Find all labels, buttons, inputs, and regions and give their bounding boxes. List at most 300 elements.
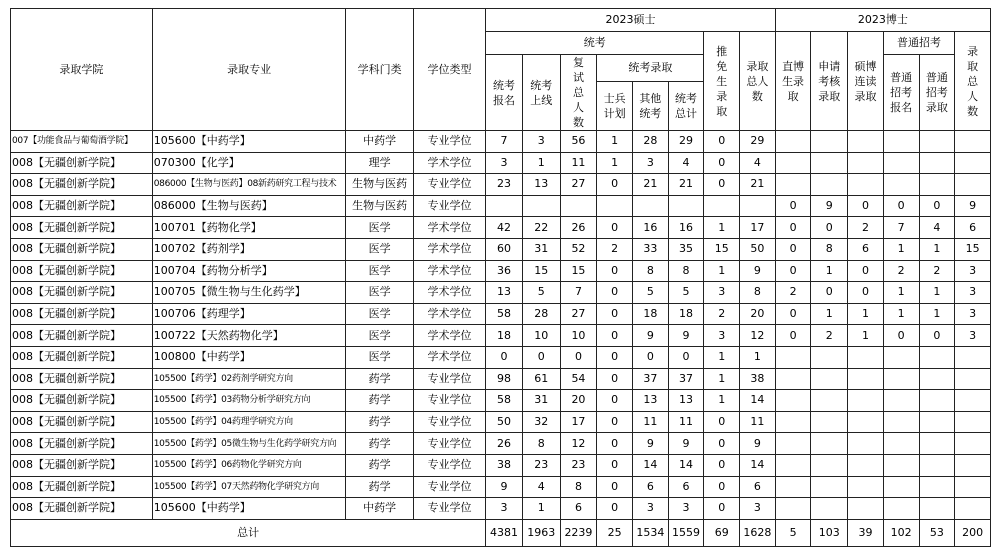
major-cell: 105500【药学】03药物分析学研究方向	[152, 390, 346, 412]
header-apply-review: 申请考核录取	[811, 32, 848, 131]
degree-type-cell: 专业学位	[413, 454, 485, 476]
value-cell	[955, 174, 991, 196]
discipline-cell: 医学	[346, 260, 413, 282]
value-cell: 0	[668, 346, 704, 368]
value-cell: 38	[740, 368, 776, 390]
value-cell	[775, 346, 811, 368]
value-cell: 37	[668, 368, 704, 390]
header-general-apply: 普通招考报名	[883, 55, 919, 131]
value-cell: 1	[848, 303, 884, 325]
table-body	[11, 131, 991, 520]
major-cell: 100704【药物分析学】	[152, 260, 346, 282]
value-cell	[811, 476, 848, 498]
table-row	[11, 390, 991, 412]
college-cell: 008【无疆创新学院】	[11, 282, 153, 304]
table-row	[11, 498, 991, 520]
value-cell: 0	[597, 368, 633, 390]
value-cell	[775, 131, 811, 153]
college-cell: 008【无疆创新学院】	[11, 217, 153, 239]
value-cell: 1	[597, 131, 633, 153]
header-college: 录取学院	[11, 9, 153, 131]
value-cell: 31	[522, 390, 560, 412]
value-cell	[883, 152, 919, 174]
value-cell: 2	[704, 303, 740, 325]
value-cell: 1	[704, 368, 740, 390]
header-master-total: 录取总人数	[740, 32, 776, 131]
table-row	[11, 346, 991, 368]
value-cell: 0	[811, 217, 848, 239]
value-cell: 1	[883, 303, 919, 325]
value-cell: 23	[522, 454, 560, 476]
value-cell	[883, 411, 919, 433]
value-cell: 4	[522, 476, 560, 498]
discipline-cell: 医学	[346, 303, 413, 325]
value-cell: 0	[597, 346, 633, 368]
value-cell: 6	[955, 217, 991, 239]
value-cell: 1	[811, 303, 848, 325]
header-direct-phd: 直博生录取	[775, 32, 811, 131]
value-cell	[597, 195, 633, 217]
degree-type-cell: 学术学位	[413, 346, 485, 368]
major-cell: 100706【药理学】	[152, 303, 346, 325]
table-footer	[11, 519, 991, 546]
value-cell	[775, 368, 811, 390]
value-cell	[919, 390, 955, 412]
value-cell	[955, 498, 991, 520]
value-cell	[848, 131, 884, 153]
college-cell: 008【无疆创新学院】	[11, 498, 153, 520]
value-cell: 2	[883, 260, 919, 282]
value-cell: 0	[848, 282, 884, 304]
degree-type-cell: 专业学位	[413, 368, 485, 390]
degree-type-cell: 专业学位	[413, 195, 485, 217]
degree-type-cell: 学术学位	[413, 325, 485, 347]
value-cell: 0	[919, 325, 955, 347]
value-cell: 28	[522, 303, 560, 325]
value-cell	[775, 476, 811, 498]
value-cell: 50	[740, 238, 776, 260]
value-cell	[811, 454, 848, 476]
value-cell: 28	[632, 131, 668, 153]
table-row	[11, 195, 991, 217]
value-cell: 0	[486, 346, 523, 368]
college-cell: 008【无疆创新学院】	[11, 411, 153, 433]
value-cell: 0	[704, 454, 740, 476]
value-cell: 9	[632, 433, 668, 455]
degree-type-cell: 专业学位	[413, 411, 485, 433]
value-cell: 60	[486, 238, 523, 260]
value-cell: 16	[632, 217, 668, 239]
major-cell: 105500【药学】06药物化学研究方向	[152, 454, 346, 476]
value-cell: 9	[811, 195, 848, 217]
value-cell	[955, 433, 991, 455]
value-cell: 3	[486, 152, 523, 174]
value-cell: 1	[919, 238, 955, 260]
value-cell: 0	[811, 282, 848, 304]
value-cell: 1	[522, 152, 560, 174]
value-cell: 14	[740, 390, 776, 412]
table-row	[11, 217, 991, 239]
college-cell: 008【无疆创新学院】	[11, 174, 153, 196]
value-cell: 0	[775, 217, 811, 239]
value-cell	[811, 390, 848, 412]
value-cell: 13	[632, 390, 668, 412]
value-cell: 15	[955, 238, 991, 260]
value-cell: 2	[919, 260, 955, 282]
value-cell: 3	[632, 498, 668, 520]
value-cell: 23	[560, 454, 597, 476]
value-cell	[560, 195, 597, 217]
value-cell: 0	[597, 390, 633, 412]
value-cell: 50	[486, 411, 523, 433]
value-cell: 23	[486, 174, 523, 196]
value-cell: 0	[704, 433, 740, 455]
value-cell: 14	[632, 454, 668, 476]
college-cell: 008【无疆创新学院】	[11, 260, 153, 282]
header-other-exam: 其他统考	[632, 82, 668, 131]
value-cell: 38	[486, 454, 523, 476]
discipline-cell: 药学	[346, 433, 413, 455]
value-cell: 0	[848, 195, 884, 217]
value-cell	[919, 368, 955, 390]
value-cell: 17	[560, 411, 597, 433]
value-cell: 27	[560, 303, 597, 325]
total-cell: 69	[704, 519, 740, 546]
value-cell: 9	[740, 260, 776, 282]
value-cell: 0	[704, 476, 740, 498]
value-cell	[848, 346, 884, 368]
total-row	[11, 519, 991, 546]
value-cell: 20	[740, 303, 776, 325]
value-cell	[811, 368, 848, 390]
value-cell: 56	[560, 131, 597, 153]
value-cell: 0	[775, 195, 811, 217]
value-cell: 1	[522, 498, 560, 520]
value-cell: 0	[883, 195, 919, 217]
value-cell: 11	[668, 411, 704, 433]
value-cell: 9	[632, 325, 668, 347]
college-cell: 008【无疆创新学院】	[11, 346, 153, 368]
value-cell: 0	[704, 411, 740, 433]
degree-type-cell: 专业学位	[413, 433, 485, 455]
value-cell: 27	[560, 174, 597, 196]
total-cell: 39	[848, 519, 884, 546]
table-row	[11, 368, 991, 390]
header-exam-total: 统考总计	[668, 82, 704, 131]
value-cell: 8	[632, 260, 668, 282]
college-cell: 008【无疆创新学院】	[11, 325, 153, 347]
total-cell: 5	[775, 519, 811, 546]
degree-type-cell: 学术学位	[413, 238, 485, 260]
discipline-cell: 药学	[346, 390, 413, 412]
value-cell: 3	[486, 498, 523, 520]
value-cell	[704, 195, 740, 217]
value-cell: 6	[740, 476, 776, 498]
total-cell: 25	[597, 519, 633, 546]
total-cell: 200	[955, 519, 991, 546]
value-cell	[811, 131, 848, 153]
value-cell: 8	[740, 282, 776, 304]
value-cell: 3	[955, 282, 991, 304]
value-cell: 1	[704, 260, 740, 282]
college-cell: 008【无疆创新学院】	[11, 368, 153, 390]
value-cell: 0	[775, 238, 811, 260]
value-cell: 52	[560, 238, 597, 260]
degree-type-cell: 学术学位	[413, 303, 485, 325]
value-cell: 3	[955, 325, 991, 347]
value-cell	[775, 498, 811, 520]
header-exam-admit: 统考录取	[597, 55, 704, 82]
major-cell: 100702【药剂学】	[152, 238, 346, 260]
value-cell: 1	[883, 238, 919, 260]
value-cell: 1	[704, 390, 740, 412]
header-discipline: 学科门类	[346, 9, 413, 131]
header-exam-pass: 统考上线	[522, 55, 560, 131]
major-cell: 086000【生物与医药】	[152, 195, 346, 217]
value-cell: 18	[486, 325, 523, 347]
value-cell	[848, 368, 884, 390]
header-doctor-2023: 2023博士	[775, 9, 990, 32]
value-cell: 0	[597, 217, 633, 239]
value-cell	[955, 476, 991, 498]
table-header	[11, 9, 991, 131]
value-cell: 29	[740, 131, 776, 153]
degree-type-cell: 专业学位	[413, 390, 485, 412]
value-cell: 98	[486, 368, 523, 390]
major-cell: 086000【生物与医药】08新药研究工程与技术	[152, 174, 346, 196]
discipline-cell: 药学	[346, 411, 413, 433]
header-major: 录取专业	[152, 9, 346, 131]
value-cell: 13	[522, 174, 560, 196]
value-cell	[775, 174, 811, 196]
value-cell	[811, 411, 848, 433]
value-cell	[486, 195, 523, 217]
value-cell: 11	[632, 411, 668, 433]
value-cell: 21	[668, 174, 704, 196]
value-cell: 7	[560, 282, 597, 304]
value-cell: 15	[704, 238, 740, 260]
value-cell: 1	[883, 282, 919, 304]
value-cell: 0	[597, 433, 633, 455]
discipline-cell: 医学	[346, 325, 413, 347]
value-cell: 58	[486, 390, 523, 412]
value-cell: 9	[955, 195, 991, 217]
value-cell	[848, 454, 884, 476]
major-cell: 105500【药学】07天然药物化学研究方向	[152, 476, 346, 498]
total-cell: 53	[919, 519, 955, 546]
value-cell: 35	[668, 238, 704, 260]
major-cell: 100722【天然药物化学】	[152, 325, 346, 347]
table-row	[11, 282, 991, 304]
value-cell	[955, 152, 991, 174]
degree-type-cell: 专业学位	[413, 174, 485, 196]
college-cell: 008【无疆创新学院】	[11, 303, 153, 325]
value-cell	[848, 411, 884, 433]
value-cell: 3	[704, 282, 740, 304]
value-cell: 61	[522, 368, 560, 390]
value-cell: 6	[848, 238, 884, 260]
admissions-table-container	[10, 8, 991, 547]
college-cell: 008【无疆创新学院】	[11, 238, 153, 260]
value-cell: 7	[486, 131, 523, 153]
value-cell: 4	[740, 152, 776, 174]
total-cell: 1534	[632, 519, 668, 546]
header-unified-exam: 统考	[486, 32, 704, 55]
value-cell: 3	[632, 152, 668, 174]
discipline-cell: 中药学	[346, 498, 413, 520]
discipline-cell: 中药学	[346, 131, 413, 153]
value-cell	[883, 476, 919, 498]
value-cell: 0	[919, 195, 955, 217]
discipline-cell: 药学	[346, 454, 413, 476]
value-cell: 0	[560, 346, 597, 368]
value-cell: 5	[632, 282, 668, 304]
major-cell: 100705【微生物与生化药学】	[152, 282, 346, 304]
value-cell	[919, 131, 955, 153]
value-cell: 10	[560, 325, 597, 347]
value-cell	[919, 152, 955, 174]
college-cell: 008【无疆创新学院】	[11, 454, 153, 476]
degree-type-cell: 专业学位	[413, 131, 485, 153]
college-cell: 007【功能食品与葡萄酒学院】	[11, 131, 153, 153]
value-cell: 0	[883, 325, 919, 347]
value-cell: 1	[740, 346, 776, 368]
value-cell	[811, 346, 848, 368]
value-cell: 15	[522, 260, 560, 282]
value-cell: 8	[811, 238, 848, 260]
value-cell	[632, 195, 668, 217]
value-cell: 31	[522, 238, 560, 260]
value-cell: 13	[668, 390, 704, 412]
value-cell: 15	[560, 260, 597, 282]
value-cell: 8	[560, 476, 597, 498]
value-cell: 26	[560, 217, 597, 239]
discipline-cell: 药学	[346, 368, 413, 390]
header-doctor-total: 录取总人数	[955, 32, 991, 131]
value-cell: 14	[740, 454, 776, 476]
major-cell: 100701【药物化学】	[152, 217, 346, 239]
value-cell: 12	[560, 433, 597, 455]
degree-type-cell: 学术学位	[413, 282, 485, 304]
value-cell	[955, 368, 991, 390]
value-cell	[775, 390, 811, 412]
value-cell: 9	[740, 433, 776, 455]
value-cell	[919, 476, 955, 498]
value-cell: 3	[668, 498, 704, 520]
table-row	[11, 303, 991, 325]
value-cell	[955, 131, 991, 153]
discipline-cell: 医学	[346, 217, 413, 239]
value-cell: 6	[632, 476, 668, 498]
value-cell	[775, 152, 811, 174]
value-cell	[919, 411, 955, 433]
value-cell	[775, 433, 811, 455]
value-cell: 13	[486, 282, 523, 304]
admissions-table	[10, 8, 991, 547]
college-cell: 008【无疆创新学院】	[11, 476, 153, 498]
value-cell: 54	[560, 368, 597, 390]
table-row	[11, 411, 991, 433]
value-cell: 0	[597, 411, 633, 433]
value-cell: 7	[883, 217, 919, 239]
table-row	[11, 131, 991, 153]
value-cell: 9	[486, 476, 523, 498]
value-cell: 32	[522, 411, 560, 433]
value-cell: 0	[597, 325, 633, 347]
value-cell: 3	[704, 325, 740, 347]
value-cell: 0	[597, 282, 633, 304]
value-cell	[848, 498, 884, 520]
value-cell	[883, 498, 919, 520]
value-cell: 0	[775, 303, 811, 325]
college-cell: 008【无疆创新学院】	[11, 152, 153, 174]
value-cell: 0	[704, 152, 740, 174]
value-cell: 0	[597, 476, 633, 498]
value-cell: 21	[740, 174, 776, 196]
degree-type-cell: 学术学位	[413, 152, 485, 174]
discipline-cell: 药学	[346, 476, 413, 498]
header-exam-apply: 统考报名	[486, 55, 523, 131]
value-cell: 4	[668, 152, 704, 174]
value-cell: 22	[522, 217, 560, 239]
value-cell: 18	[668, 303, 704, 325]
value-cell: 0	[597, 174, 633, 196]
value-cell: 14	[668, 454, 704, 476]
value-cell: 20	[560, 390, 597, 412]
value-cell	[919, 174, 955, 196]
discipline-cell: 医学	[346, 282, 413, 304]
header-general-exam: 普通招考	[883, 32, 954, 55]
table-row	[11, 454, 991, 476]
header-soldier-plan: 士兵计划	[597, 82, 633, 131]
value-cell: 26	[486, 433, 523, 455]
value-cell	[848, 174, 884, 196]
value-cell: 1	[848, 325, 884, 347]
value-cell: 4	[919, 217, 955, 239]
value-cell	[883, 346, 919, 368]
value-cell	[955, 390, 991, 412]
value-cell: 2	[848, 217, 884, 239]
value-cell: 3	[522, 131, 560, 153]
total-cell: 1559	[668, 519, 704, 546]
value-cell: 33	[632, 238, 668, 260]
discipline-cell: 医学	[346, 346, 413, 368]
value-cell: 0	[597, 454, 633, 476]
value-cell: 8	[668, 260, 704, 282]
discipline-cell: 理学	[346, 152, 413, 174]
value-cell: 0	[597, 498, 633, 520]
table-row	[11, 476, 991, 498]
total-cell: 102	[883, 519, 919, 546]
degree-type-cell: 专业学位	[413, 498, 485, 520]
value-cell	[919, 498, 955, 520]
degree-type-cell: 学术学位	[413, 217, 485, 239]
major-cell: 105600【中药学】	[152, 131, 346, 153]
value-cell: 0	[704, 131, 740, 153]
value-cell: 1	[597, 152, 633, 174]
major-cell: 070300【化学】	[152, 152, 346, 174]
value-cell: 3	[955, 260, 991, 282]
value-cell	[883, 454, 919, 476]
value-cell	[883, 174, 919, 196]
value-cell: 0	[775, 260, 811, 282]
value-cell: 37	[632, 368, 668, 390]
header-master-2023: 2023硕士	[486, 9, 776, 32]
value-cell	[848, 152, 884, 174]
value-cell	[955, 411, 991, 433]
value-cell: 3	[955, 303, 991, 325]
value-cell: 3	[740, 498, 776, 520]
